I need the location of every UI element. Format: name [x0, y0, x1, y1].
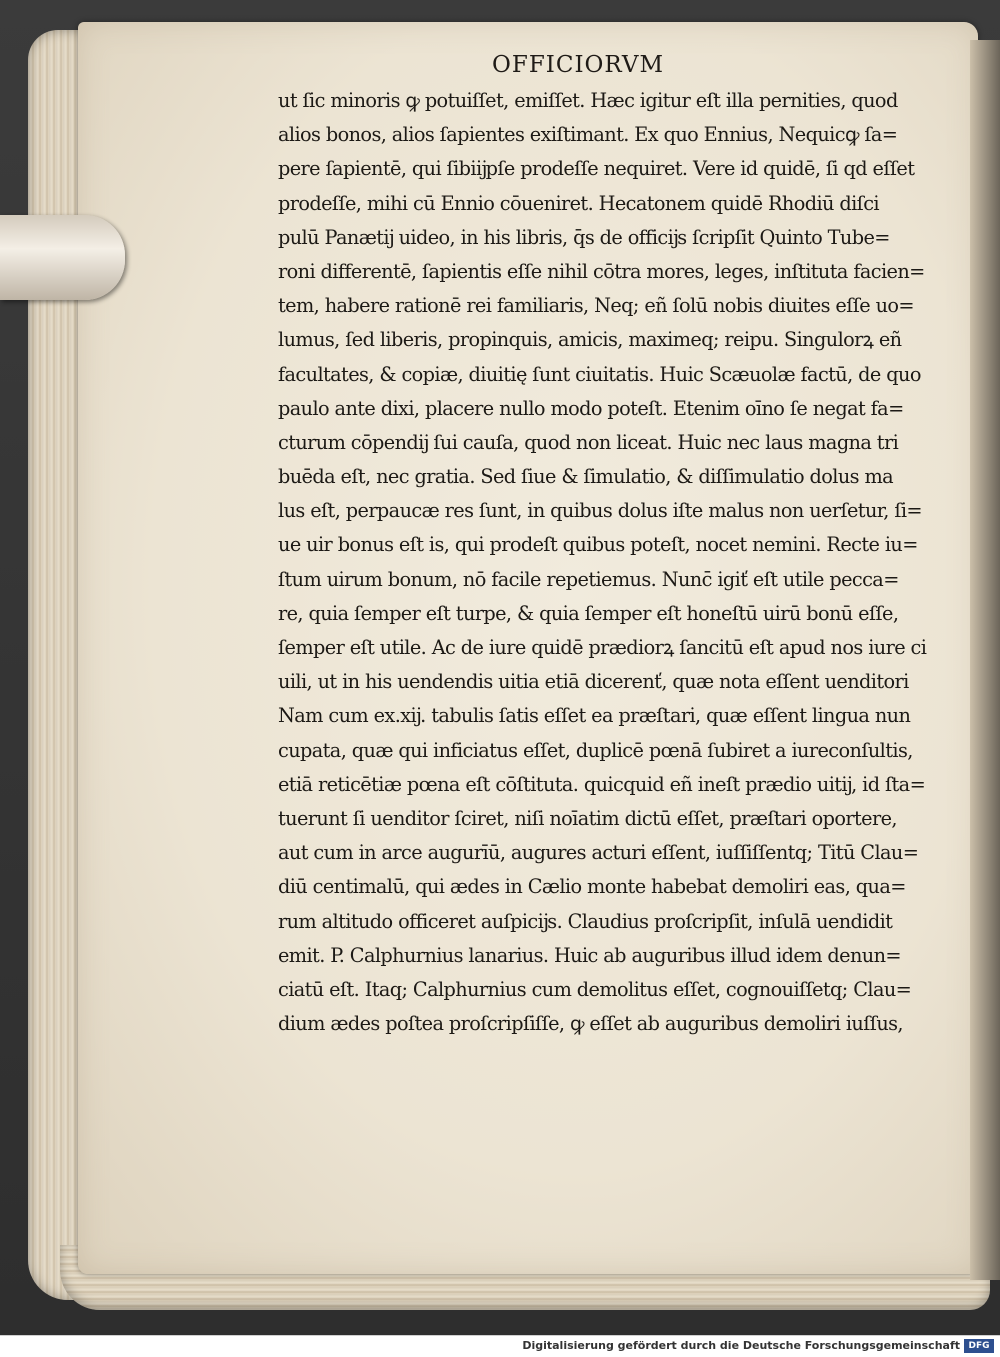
text-line: roni differentē, ſapientis eſſe nihil cōtra mores, leges, inſtituta facien= [278, 259, 925, 283]
text-line: alios bonos, alios ſapientes exiſtimant. Ex quo Ennius, Nequicꝙ ſa= [278, 123, 898, 147]
text-line: diū centimalū, qui ædes in Cælio monte habebat demoliri eas, qua= [278, 875, 906, 899]
text-line: aut cum in arce augurīū, augures acturi eſſent, iuſſiſſentq; Titū Clau= [278, 841, 919, 865]
text-line: emit. P. Calphurnius lanarius. Huic ab auguribus illud idem denun= [278, 943, 901, 967]
text-line: prodeſſe, mihi cū Ennio cōueniret. Hecatonem quidē Rhodiū diſci [278, 191, 879, 215]
text-line: rum altitudo officeret auſpicĳs. Claudius proſcripſit, inſulā uendidit [278, 909, 893, 933]
text-line: facultates, & copiæ, diuitię ſunt ciuitatis. Huic Scæuolæ factū, de quo [278, 362, 921, 386]
text-line: cturum cōpendĳ ſui cauſa, quod non liceat. Huic nec laus magna tri [278, 430, 899, 454]
text-line: cupata, quæ qui inficiatus eſſet, duplicē pœnā ſubiret a iureconſultis, [278, 738, 913, 762]
funding-credit: Digitalisierung gefördert durch die Deutsche Forschungsgemeinschaft [522, 1339, 960, 1352]
text-line: paulo ante dixi, placere nullo modo poteſt. Etenim oīno ſe negat fa= [278, 396, 904, 420]
dfg-logo: DFG [964, 1339, 994, 1353]
text-line: Nam cum ex.xĳ. tabulis ſatis eſſet ea præſtari, quæ eſſent lingua nun [278, 704, 911, 728]
text-line: lumus, ſed liberis, propinquis, amicis, maximeq; reipu. Singulorꝝ eñ [278, 328, 902, 352]
text-line: buēda eſt, nec gratia. Sed ſiue & ſimulatio, & diſſimulatio dolus ma [278, 465, 894, 489]
text-line: re, quia ſemper eſt turpe, & quia ſemper eſt honeſtū uirū bonū eſſe, [278, 601, 899, 625]
text-line: ue uir bonus eſt is, qui prodeſt quibus poteſt, nocet nemini. Recte iu= [278, 533, 918, 557]
text-line: ut ſic minoris ꝙ potuiſſet, emiſſet. Hæc igitur eſt illa pernities, quod [278, 89, 898, 112]
text-line: tuerunt ſi uenditor ſciret, niſi noīatim dictū eſſet, præſtari oportere, [278, 806, 897, 830]
text-line: ſtum uirum bonum, nō facile repetiemus. Nunc̄ igiť eſt utile pecca= [278, 567, 899, 591]
running-title: OFFICIORVM [492, 52, 665, 78]
text-line: etiā reticētiæ pœna eſt cōſtituta. quicquid eñ ineſt prædio uitĳ, id ſta= [278, 772, 926, 796]
gutter-shadow [970, 40, 1000, 1280]
page-clip [0, 215, 125, 300]
text-line: dium ædes poſtea proſcripſiſſe, ꝙ eſſet ab auguribus demoliri iuſſus, [278, 1012, 903, 1036]
text-line: lus eſt, perpaucæ res ſunt, in quibus dolus iſte malus non uerſetur, ſi= [278, 499, 922, 523]
text-line: tem, habere rationē rei familiaris, Neq; eñ ſolū nobis diuites eſſe uo= [278, 294, 914, 318]
text-line: uili, ut in his uendendis uitia etiā dicerenť, quæ nota eſſent uenditori [278, 670, 909, 694]
text-line: ſemper eſt utile. Ac de iure quidē prædiorꝝ ſancitū eſt apud nos iure ci [278, 636, 927, 659]
text-line: pulū Panætĳ uideo, in his libris, q̄s de officĳs ſcripſit Quinto Tube= [278, 225, 890, 249]
text-line: ciatū eſt. Itaq; Calphurnius cum demolitus eſſet, cognouiſſetq; Clau= [278, 977, 912, 1001]
body-text [278, 84, 927, 1041]
digitization-footer [0, 1335, 1000, 1357]
text-line: pere ſapientē, qui ſibiĳpſe prodeſſe nequiret. Vere id quidē, ſi qd eſſet [278, 157, 915, 181]
